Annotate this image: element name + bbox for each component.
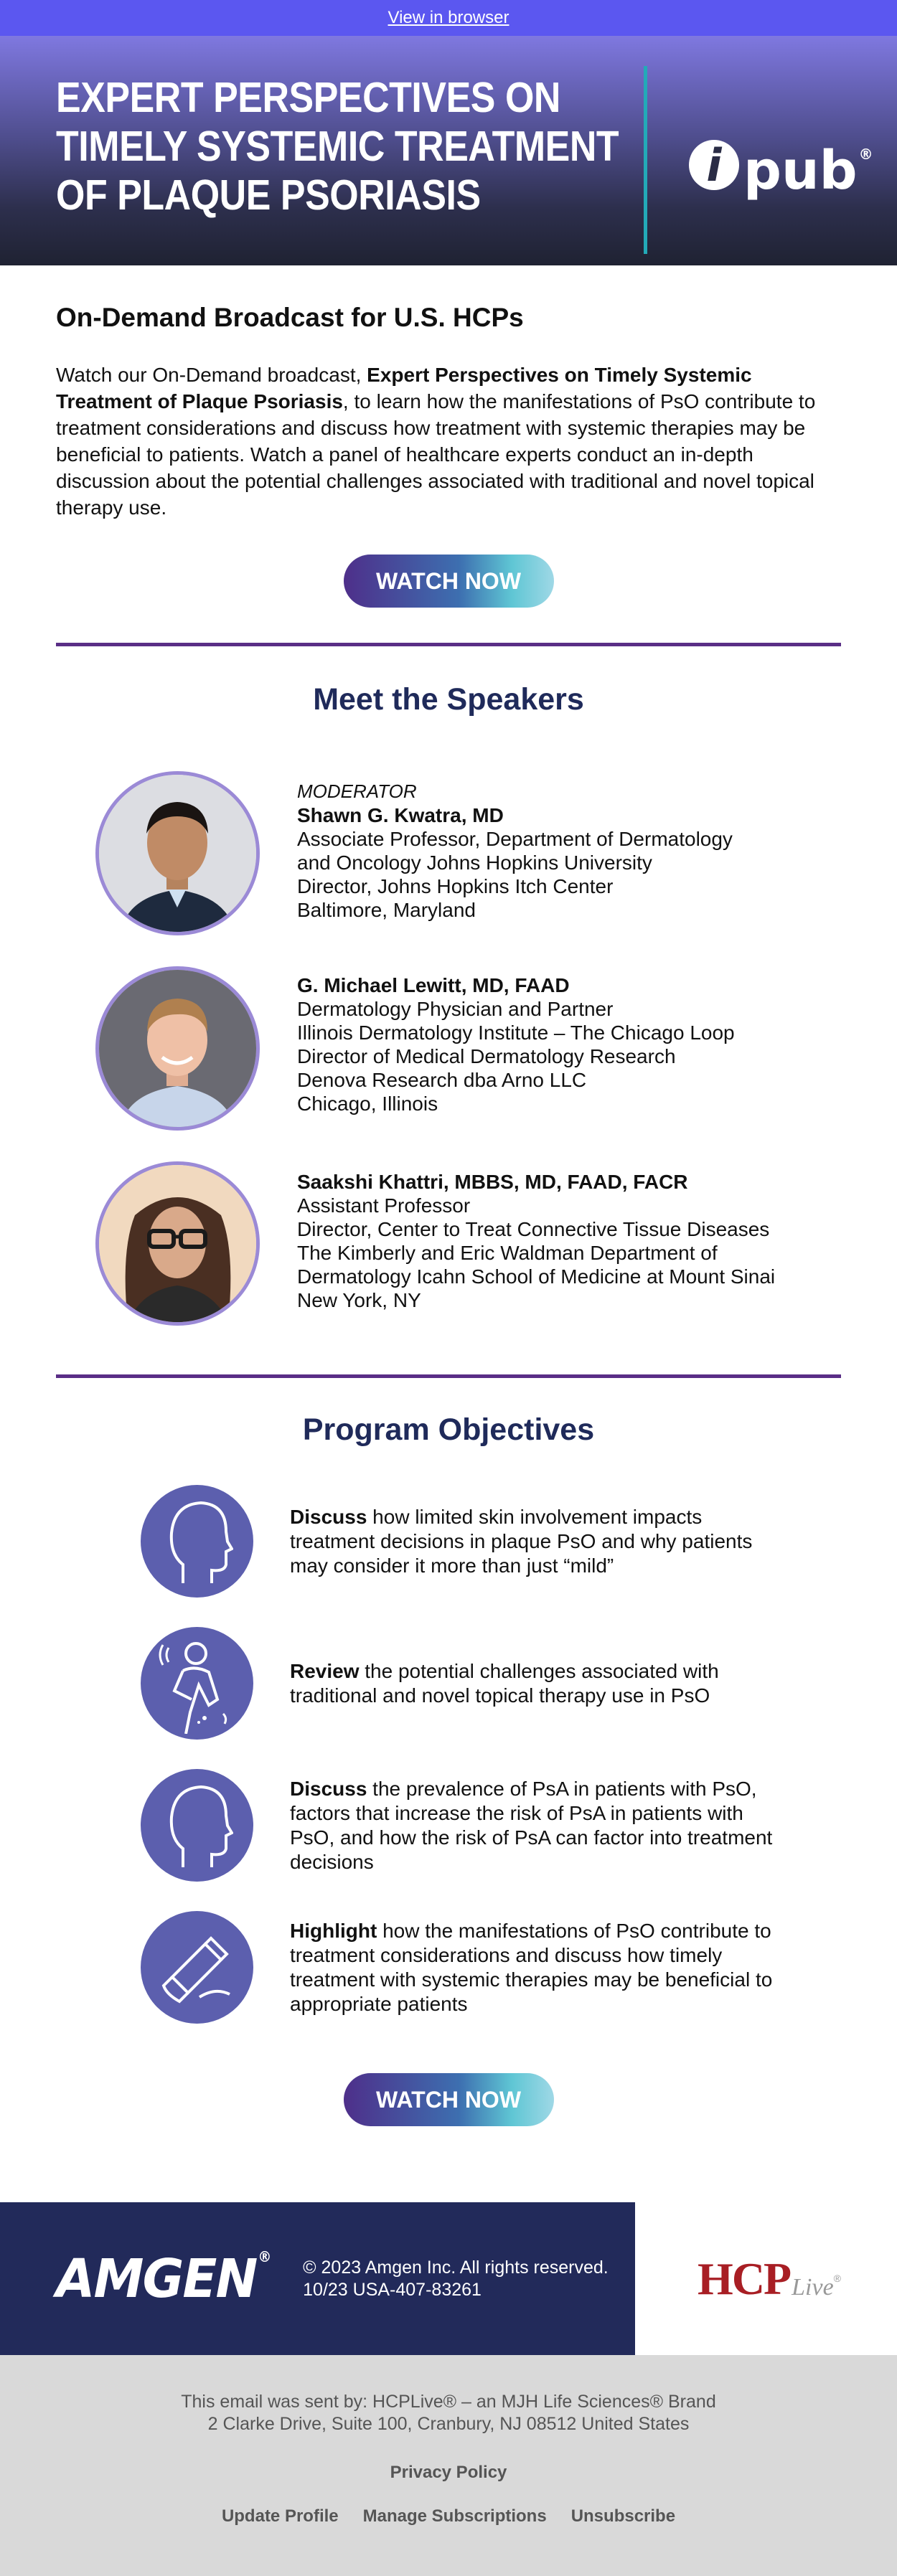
copyright-code: 10/23 USA-407-83261 xyxy=(303,2279,482,2300)
objectives-heading: Program Objectives xyxy=(302,1412,595,1447)
amgen-logo-reg: ® xyxy=(258,2247,271,2265)
objective-verb: Discuss xyxy=(290,1777,367,1800)
speaker-detail: New York, NY xyxy=(297,1289,421,1311)
speaker-detail: Chicago, Illinois xyxy=(297,1093,438,1115)
speaker-info xyxy=(297,780,733,922)
person-portrait-icon xyxy=(99,1165,256,1322)
objective-desc: how the manifestations of PsO contribute to treatment considerations and discuss how timely treatment with systemic therapies may be beneficial to appropriate patients xyxy=(290,1919,773,2015)
hero-title-line: EXPERT PERSPECTIVES ON xyxy=(56,74,560,121)
speaker-detail: Director, Johns Hopkins Itch Center xyxy=(297,875,614,897)
hero-title-line: TIMELY SYSTEMIC TREATMENT xyxy=(56,123,619,170)
speaker-detail: Dermatology Physician and Partner xyxy=(297,998,614,1020)
objective-verb: Review xyxy=(290,1659,360,1682)
intro-body xyxy=(56,362,841,521)
sent-by-text: This email was sent by: HCPLive® – an MJH Life Sciences® Brand xyxy=(181,2392,716,2412)
objective-verb: Highlight xyxy=(290,1919,377,1942)
ipub-logo-text: pub xyxy=(743,140,858,202)
objective-item xyxy=(141,1911,841,2024)
footer-links xyxy=(0,2506,897,2527)
section-divider xyxy=(56,1374,841,1378)
ipub-logo xyxy=(689,140,873,202)
head-icon xyxy=(141,1485,253,1598)
speaker-detail: Assistant Professor xyxy=(297,1194,471,1217)
watch-now-button[interactable]: WATCH NOW xyxy=(344,2073,554,2126)
objective-item xyxy=(141,1627,841,1740)
speaker-photo xyxy=(95,1161,260,1326)
speaker-detail: The Kimberly and Eric Waldman Department of xyxy=(297,1242,718,1264)
speaker-detail: Director, Center to Treat Connective Tissue Diseases xyxy=(297,1218,770,1240)
ipub-logo-i: i xyxy=(689,140,739,190)
cta-wrap xyxy=(56,2073,841,2126)
update-profile-link[interactable]: Update Profile xyxy=(221,2506,339,2526)
objective-text xyxy=(290,1659,778,1708)
cta-wrap xyxy=(56,555,841,608)
ointment-tube-icon xyxy=(141,1911,253,2024)
hero-title-line: OF PLAQUE PSORIASIS xyxy=(56,171,481,219)
objective-text xyxy=(290,1505,778,1578)
speaker-photo xyxy=(95,966,260,1131)
objective-desc: the prevalence of PsA in patients with PsO, factors that increase the risk of PsA in patients with PsO, and how the risk of PsA can factor into treatment decisions xyxy=(290,1777,773,1873)
intro-body-bold: Expert Perspectives on Timely Systemic Treatment of Plaque Psoriasis xyxy=(56,364,752,412)
topbar xyxy=(0,0,897,36)
hero-divider xyxy=(644,66,647,254)
manage-subscriptions-link[interactable]: Manage Subscriptions xyxy=(362,2506,547,2526)
speaker-info xyxy=(297,973,735,1115)
speaker-name: Shawn G. Kwatra, MD xyxy=(297,804,504,826)
section-divider xyxy=(56,643,841,646)
speaker-detail: Director of Medical Dermatology Research xyxy=(297,1045,676,1067)
speaker-info xyxy=(297,1170,775,1312)
copyright-text: © 2023 Amgen Inc. All rights reserved. xyxy=(303,2257,609,2278)
intro-body-suffix: , to learn how the manifestations of PsO contribute to treatment considerations and discuss how treatment with systemic therapies may be beneficial to patients. Watch a panel of healthcare experts conduct an in-depth discussion about the potential challenges associated with traditional and novel topical therapy use. xyxy=(56,390,816,519)
objective-item xyxy=(141,1769,841,1882)
objective-desc: the potential challenges associated with traditional and novel topical therapy use in PsO xyxy=(290,1659,719,1707)
speakers-heading: Meet the Speakers xyxy=(313,682,584,717)
speaker-name: Saakshi Khattri, MBBS, MD, FAAD, FACR xyxy=(297,1171,688,1193)
speaker-detail: Associate Professor, Department of Dermatology xyxy=(297,828,733,850)
hcplive-logo-live: Live xyxy=(792,2273,834,2301)
copyright-block xyxy=(303,2257,609,2301)
speaker-name: G. Michael Lewitt, MD, FAAD xyxy=(297,974,570,996)
speaker-detail: Baltimore, Maryland xyxy=(297,899,476,921)
hcplive-logo xyxy=(698,2252,841,2306)
hero-title xyxy=(56,73,619,220)
email-footer xyxy=(0,2355,897,2576)
intro-body-prefix: Watch our On-Demand broadcast, xyxy=(56,364,367,386)
person-portrait-icon xyxy=(99,775,256,932)
speaker-role: MODERATOR xyxy=(297,780,417,802)
hero-banner xyxy=(0,36,897,265)
person-portrait-icon xyxy=(99,970,256,1127)
address-text: 2 Clarke Drive, Suite 100, Cranbury, NJ 08512 United States xyxy=(207,2414,690,2434)
speaker-detail: Dermatology Icahn School of Medicine at Mount Sinai xyxy=(297,1265,776,1288)
ipub-logo-reg: ® xyxy=(858,146,873,163)
objective-text xyxy=(290,1777,778,1874)
speaker-photo xyxy=(95,771,260,935)
hcplive-block xyxy=(635,2202,897,2355)
unsubscribe-link[interactable]: Unsubscribe xyxy=(570,2506,676,2526)
speaker-detail: Denova Research dba Arno LLC xyxy=(297,1069,587,1091)
amgen-block xyxy=(0,2202,635,2355)
view-in-browser-link[interactable]: View in browser xyxy=(388,8,509,27)
amgen-logo xyxy=(56,2248,270,2310)
objective-desc: how limited skin involvement impacts treatment decisions in plaque PsO and why patients may consider it more than just “mild” xyxy=(290,1505,753,1577)
speaker-detail: Illinois Dermatology Institute – The Chicago Loop xyxy=(297,1022,735,1044)
sponsor-footer xyxy=(0,2202,897,2355)
watch-now-button[interactable]: WATCH NOW xyxy=(344,555,554,608)
amgen-logo-text: AMGEN xyxy=(56,2247,257,2310)
objective-item xyxy=(141,1485,841,1598)
scratching-person-icon xyxy=(141,1627,253,1740)
speaker-card xyxy=(95,1161,841,1326)
main-content xyxy=(0,303,897,2126)
intro-heading: On-Demand Broadcast for U.S. HCPs xyxy=(56,303,524,332)
speaker-card xyxy=(95,966,841,1131)
objective-verb: Discuss xyxy=(290,1505,367,1528)
hcplive-logo-main: HCP xyxy=(698,2252,791,2304)
speaker-card xyxy=(95,771,841,935)
privacy-policy-link[interactable]: Privacy Policy xyxy=(390,2463,507,2482)
head-icon xyxy=(141,1769,253,1882)
hcplive-logo-reg: ® xyxy=(833,2272,841,2284)
objective-text xyxy=(290,1919,778,2016)
speaker-detail: and Oncology Johns Hopkins University xyxy=(297,851,652,874)
